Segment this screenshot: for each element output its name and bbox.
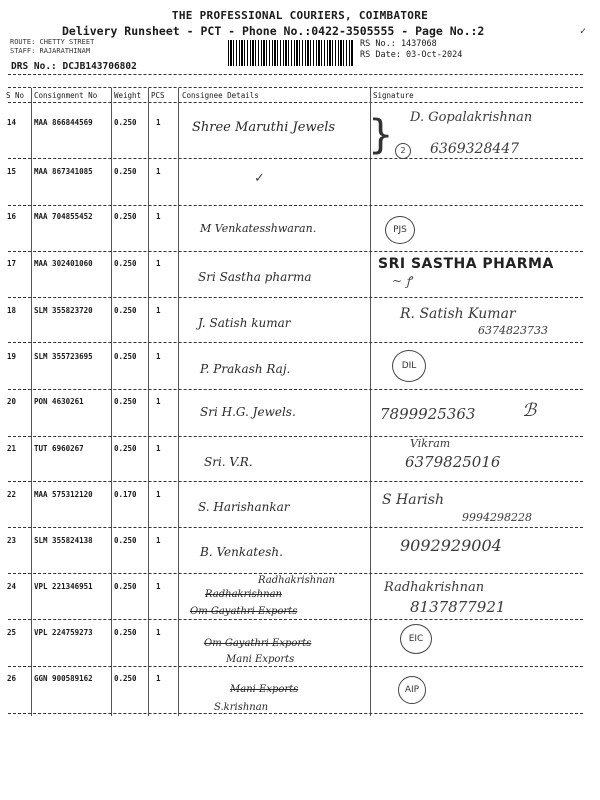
row-pcs: 1: [156, 306, 161, 315]
col-consignee: Consignee Details: [182, 91, 259, 100]
row-pcs: 1: [156, 490, 161, 499]
row-pcs: 1: [156, 352, 161, 361]
row-consignee: Radhakrishnan: [258, 575, 335, 586]
row-divider: [8, 573, 583, 574]
row-consignee: J. Satish kumar: [198, 316, 291, 330]
row-consignee: B. Venkatesh.: [200, 545, 283, 559]
row-sno: 25: [7, 628, 17, 637]
signature-scribble: ~ ꝭ: [392, 274, 412, 288]
row-weight: 0.250: [114, 167, 137, 176]
row-consignment: GGN 900589162: [34, 674, 93, 683]
row-divider: [8, 713, 583, 714]
row-pcs: 1: [156, 582, 161, 591]
drs-number: DRS No.: DCJB143706802: [11, 61, 137, 72]
row-consignment: SLM 355824138: [34, 536, 93, 545]
row-consignee: P. Prakash Raj.: [200, 362, 291, 376]
row-divider: [8, 297, 583, 298]
row-signature: PJS: [385, 216, 415, 244]
header-divider: [8, 74, 583, 75]
row-weight: 0.170: [114, 490, 137, 499]
row-divider: [8, 666, 583, 667]
brace-mark: }: [368, 112, 394, 158]
row-signature: R. Satish Kumar: [400, 306, 516, 322]
row-consignee: S. Harishankar: [198, 500, 290, 514]
row-weight: 0.250: [114, 674, 137, 683]
col-divider: [31, 88, 32, 716]
row-pcs: 1: [156, 674, 161, 683]
row-divider: [8, 481, 583, 482]
row-sno: 21: [7, 444, 17, 453]
row-consignment: MAA 866844569: [34, 118, 93, 127]
row-sno: 26: [7, 674, 17, 683]
row-consignee-struck: Om Gayathri Exports: [190, 606, 298, 617]
row-pcs: 1: [156, 212, 161, 221]
row-pcs: 1: [156, 397, 161, 406]
circled-number: 2: [395, 143, 411, 159]
row-weight: 0.250: [114, 536, 137, 545]
row-signature: 9092929004: [400, 536, 502, 555]
row-divider: [8, 436, 583, 437]
row-consignment: SLM 355823720: [34, 306, 93, 315]
row-sno: 20: [7, 397, 17, 406]
row-consignee: Sri H.G. Jewels.: [200, 405, 296, 419]
tick-icon: ✓: [255, 170, 264, 186]
runsheet-subtitle: Delivery Runsheet - PCT - Phone No.:0422-3505555 - Page No.:2: [62, 24, 485, 38]
row-pcs: 1: [156, 167, 161, 176]
row-weight: 0.250: [114, 259, 137, 268]
row-consignment: SLM 355723695: [34, 352, 93, 361]
row-signature: S Harish: [382, 492, 444, 508]
row-sno: 22: [7, 490, 17, 499]
row-weight: 0.250: [114, 352, 137, 361]
row-pcs: 1: [156, 259, 161, 268]
col-signature: Signature: [373, 91, 414, 100]
row-sno: 16: [7, 212, 17, 221]
row-signature: AIP: [398, 676, 426, 704]
row-consignee-struck: Radhakrishnan: [205, 589, 282, 600]
row-pcs: 1: [156, 628, 161, 637]
col-sno: S No: [6, 91, 25, 100]
row-weight: 0.250: [114, 212, 137, 221]
col-weight: Weight: [114, 91, 142, 100]
row-signature-phone: 6379825016: [405, 453, 501, 471]
row-weight: 0.250: [114, 306, 137, 315]
row-consignment: MAA 867341085: [34, 167, 93, 176]
col-consignment: Consignment No: [34, 91, 98, 100]
row-divider: [8, 389, 583, 390]
row-signature: Radhakrishnan: [384, 580, 485, 595]
row-divider: [8, 342, 583, 343]
row-consignee: Mani Exports: [226, 654, 295, 665]
row-signature-phone: 6374823733: [478, 324, 548, 337]
row-weight: 0.250: [114, 582, 137, 591]
header-divider: [8, 102, 583, 103]
barcode: [228, 40, 353, 66]
row-consignee: S.krishnan: [214, 702, 269, 713]
row-weight: 0.250: [114, 397, 137, 406]
col-divider: [148, 88, 149, 716]
row-sno: 24: [7, 582, 17, 591]
row-sno: 17: [7, 259, 17, 268]
row-signature-phone: 6369328447: [430, 141, 520, 157]
row-sno: 23: [7, 536, 17, 545]
row-weight: 0.250: [114, 444, 137, 453]
row-consignment: VPL 221346951: [34, 582, 93, 591]
row-signature: DIL: [392, 350, 426, 382]
rs-date: RS Date: 03-Oct-2024: [360, 50, 463, 60]
col-pcs: PCS: [151, 91, 165, 100]
row-consignee: M Venkatesshwaran.: [200, 222, 317, 235]
row-divider: [8, 205, 583, 206]
row-signature: EIC: [400, 624, 432, 654]
row-consignment: MAA 302401060: [34, 259, 93, 268]
row-pcs: 1: [156, 118, 161, 127]
row-consignment: MAA 575312120: [34, 490, 93, 499]
row-consignment: PON 4630261: [34, 397, 84, 406]
row-signature: Vikram: [410, 437, 451, 450]
corner-mark: ✓: [580, 26, 587, 37]
row-sno: 19: [7, 352, 17, 361]
row-divider: [8, 158, 583, 159]
col-divider: [370, 88, 371, 716]
row-divider: [8, 251, 583, 252]
row-signature-phone: 8137877921: [410, 598, 506, 616]
runsheet-title: THE PROFESSIONAL COURIERS, COIMBATORE: [171, 9, 429, 22]
row-divider: [8, 619, 583, 620]
row-sno: 18: [7, 306, 17, 315]
signature-scribble: ℬ: [522, 400, 537, 421]
row-consignee-struck: Mani Exports: [230, 684, 299, 695]
row-consignee: Sri. V.R.: [204, 455, 253, 469]
row-consignee: Shree Maruthi Jewels: [192, 120, 336, 135]
row-consignment: TUT 6960267: [34, 444, 84, 453]
row-consignee: Sri Sastha pharma: [198, 270, 312, 284]
route-line: ROUTE: CHETTY STREET: [10, 38, 95, 46]
col-divider: [178, 88, 179, 716]
row-pcs: 1: [156, 536, 161, 545]
row-signature-stamp: SRI SASTHA PHARMA: [378, 256, 554, 272]
row-signature-phone: 9994298228: [462, 511, 532, 524]
row-sno: 15: [7, 167, 17, 176]
row-consignment: VPL 224759273: [34, 628, 93, 637]
row-sno: 14: [7, 118, 17, 127]
header-divider: [8, 87, 583, 88]
row-consignee-struck: Om Gayathri Exports: [204, 638, 312, 649]
row-divider: [8, 527, 583, 528]
rs-number: RS No.: 1437068: [360, 39, 437, 49]
row-signature: 7899925363: [380, 405, 476, 423]
staff-line: STAFF: RAJARATHINAM: [10, 47, 91, 55]
row-weight: 0.250: [114, 628, 137, 637]
row-consignment: MAA 704855452: [34, 212, 93, 221]
col-divider: [111, 88, 112, 716]
row-pcs: 1: [156, 444, 161, 453]
row-signature: D. Gopalakrishnan: [410, 110, 533, 125]
row-weight: 0.250: [114, 118, 137, 127]
